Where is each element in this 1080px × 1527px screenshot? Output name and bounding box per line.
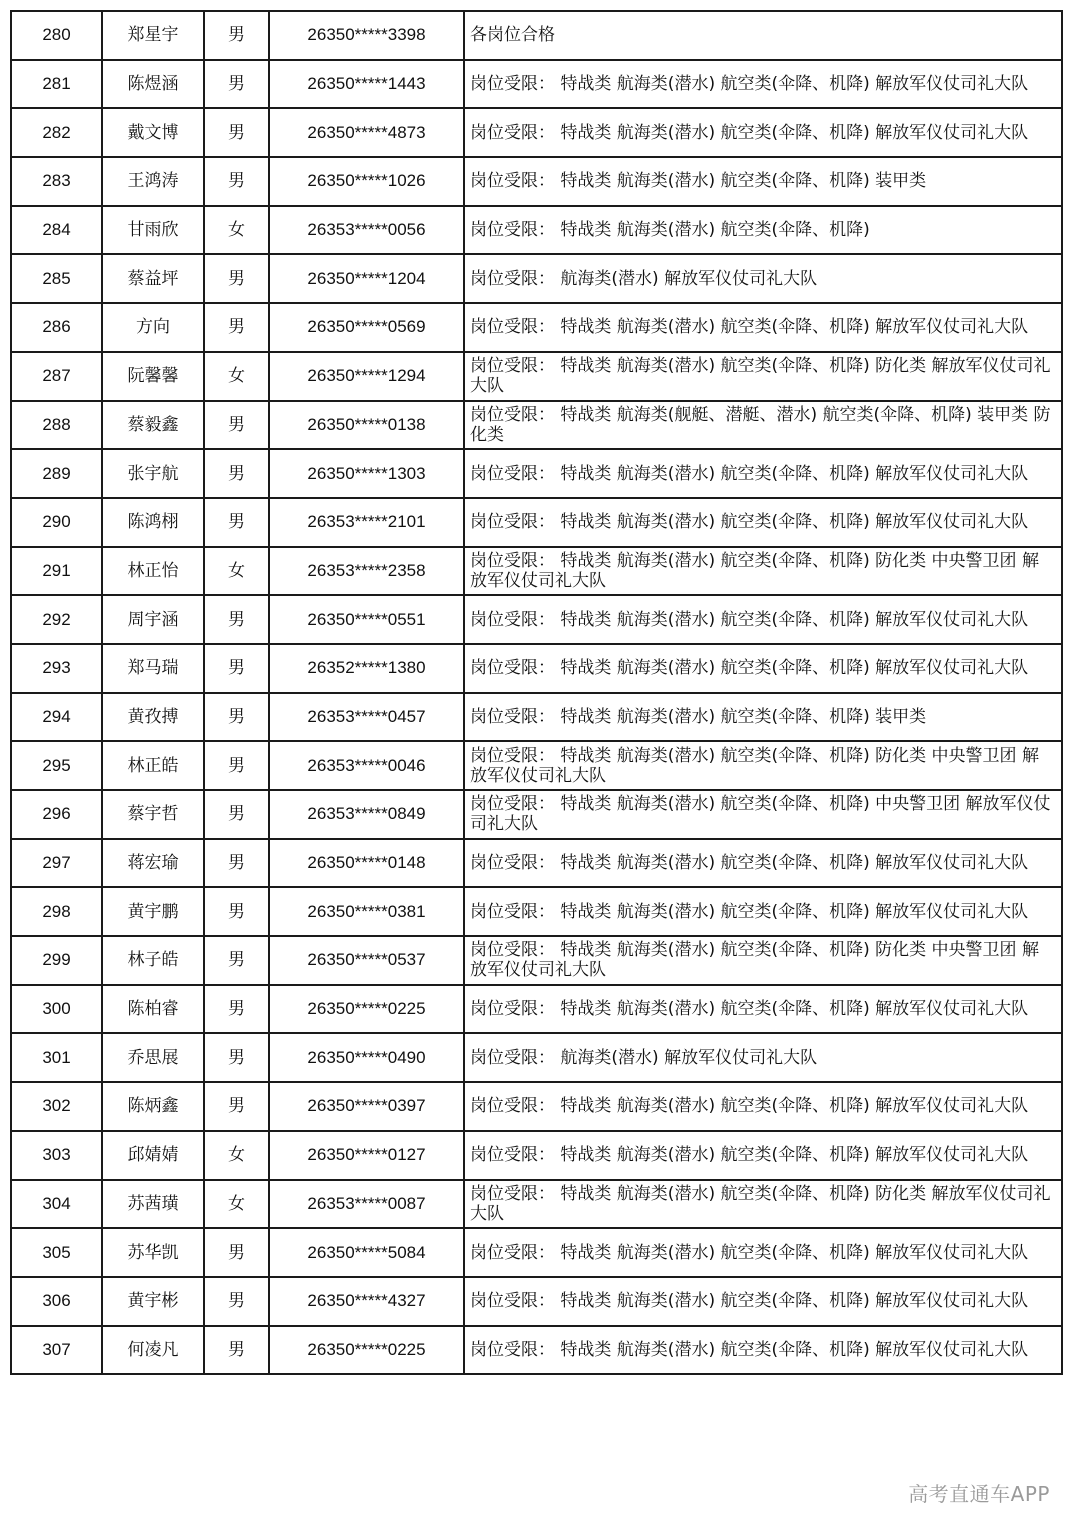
restriction-note-cell: 岗位受限： 特战类 航海类(潜水) 航空类(伞降、机降) 防化类 中央警卫团 解放军仪仗司礼大队	[464, 936, 1062, 985]
row-number-cell: 290	[11, 498, 102, 547]
row-number-cell: 284	[11, 206, 102, 255]
table-row	[11, 449, 1062, 498]
gender-cell: 女	[204, 1131, 269, 1180]
gender-cell: 男	[204, 108, 269, 157]
table-row	[11, 1326, 1062, 1375]
exam-id-cell: 26350*****4873	[269, 108, 464, 157]
exam-id-cell: 26350*****1204	[269, 254, 464, 303]
person-name-cell: 王鸿涛	[102, 157, 204, 206]
table-row	[11, 206, 1062, 255]
gender-cell: 男	[204, 1277, 269, 1326]
restriction-note-cell: 岗位受限： 特战类 航海类(舰艇、潜艇、潜水) 航空类(伞降、机降) 装甲类 防化类	[464, 401, 1062, 450]
gender-cell: 男	[204, 498, 269, 547]
row-number-cell: 292	[11, 595, 102, 644]
exam-id-cell: 26350*****0225	[269, 1326, 464, 1375]
restriction-note-cell: 岗位受限： 特战类 航海类(潜水) 航空类(伞降、机降) 防化类 解放军仪仗司礼大队	[464, 1180, 1062, 1229]
gender-cell: 女	[204, 547, 269, 596]
restriction-note-cell: 岗位受限： 特战类 航海类(潜水) 航空类(伞降、机降) 解放军仪仗司礼大队	[464, 60, 1062, 109]
row-number-cell: 280	[11, 11, 102, 60]
person-name-cell: 黄宇鹏	[102, 887, 204, 936]
gender-cell: 男	[204, 303, 269, 352]
gender-cell: 女	[204, 352, 269, 401]
gender-cell: 男	[204, 936, 269, 985]
exam-id-cell: 26350*****1294	[269, 352, 464, 401]
exam-id-cell: 26353*****0046	[269, 741, 464, 790]
table-row	[11, 352, 1062, 401]
person-name-cell: 郑马瑞	[102, 644, 204, 693]
person-name-cell: 何凌凡	[102, 1326, 204, 1375]
person-name-cell: 蔡宇哲	[102, 790, 204, 839]
table-row	[11, 1180, 1062, 1229]
gender-cell: 男	[204, 1033, 269, 1082]
person-name-cell: 陈柏睿	[102, 985, 204, 1034]
gender-cell: 男	[204, 1082, 269, 1131]
row-number-cell: 289	[11, 449, 102, 498]
gender-cell: 女	[204, 1180, 269, 1229]
gender-cell: 男	[204, 1326, 269, 1375]
person-name-cell: 陈鸿栩	[102, 498, 204, 547]
gender-cell: 男	[204, 887, 269, 936]
table-row	[11, 839, 1062, 888]
exam-id-cell: 26353*****0457	[269, 693, 464, 742]
exam-id-cell: 26352*****1380	[269, 644, 464, 693]
person-name-cell: 蔡益坪	[102, 254, 204, 303]
restriction-note-cell: 岗位受限： 特战类 航海类(潜水) 航空类(伞降、机降) 装甲类	[464, 157, 1062, 206]
person-name-cell: 林正怡	[102, 547, 204, 596]
gender-cell: 男	[204, 60, 269, 109]
restriction-note-cell: 岗位受限： 特战类 航海类(潜水) 航空类(伞降、机降) 解放军仪仗司礼大队	[464, 887, 1062, 936]
table-row	[11, 60, 1062, 109]
person-name-cell: 蔡毅鑫	[102, 401, 204, 450]
table-row	[11, 790, 1062, 839]
table-row	[11, 254, 1062, 303]
gender-cell: 女	[204, 206, 269, 255]
row-number-cell: 302	[11, 1082, 102, 1131]
row-number-cell: 282	[11, 108, 102, 157]
restriction-note-cell: 岗位受限： 特战类 航海类(潜水) 航空类(伞降、机降) 解放军仪仗司礼大队	[464, 1131, 1062, 1180]
exam-id-cell: 26350*****3398	[269, 11, 464, 60]
table-row	[11, 693, 1062, 742]
person-name-cell: 邱婧婧	[102, 1131, 204, 1180]
watermark-text: 高考直通车APP	[908, 1482, 1050, 1506]
table-row	[11, 595, 1062, 644]
row-number-cell: 307	[11, 1326, 102, 1375]
restriction-note-cell: 岗位受限： 特战类 航海类(潜水) 航空类(伞降、机降) 解放军仪仗司礼大队	[464, 595, 1062, 644]
table-row	[11, 157, 1062, 206]
gender-cell: 男	[204, 449, 269, 498]
exam-id-cell: 26350*****0138	[269, 401, 464, 450]
person-name-cell: 方向	[102, 303, 204, 352]
restriction-note-cell: 岗位受限： 特战类 航海类(潜水) 航空类(伞降、机降)	[464, 206, 1062, 255]
restriction-note-cell: 岗位受限： 特战类 航海类(潜水) 航空类(伞降、机降) 解放军仪仗司礼大队	[464, 839, 1062, 888]
table-row	[11, 1131, 1062, 1180]
gender-cell: 男	[204, 985, 269, 1034]
gender-cell: 男	[204, 693, 269, 742]
results-table	[10, 10, 1063, 1375]
row-number-cell: 299	[11, 936, 102, 985]
person-name-cell: 周宇涵	[102, 595, 204, 644]
exam-id-cell: 26353*****0849	[269, 790, 464, 839]
exam-id-cell: 26353*****0087	[269, 1180, 464, 1229]
restriction-note-cell: 岗位受限： 特战类 航海类(潜水) 航空类(伞降、机降) 解放军仪仗司礼大队	[464, 449, 1062, 498]
restriction-note-cell: 岗位受限： 特战类 航海类(潜水) 航空类(伞降、机降) 防化类 中央警卫团 解放军仪仗司礼大队	[464, 741, 1062, 790]
restriction-note-cell: 岗位受限： 特战类 航海类(潜水) 航空类(伞降、机降) 解放军仪仗司礼大队	[464, 1082, 1062, 1131]
results-table-body	[11, 11, 1062, 1374]
person-name-cell: 黄孜搏	[102, 693, 204, 742]
person-name-cell: 苏茜璜	[102, 1180, 204, 1229]
person-name-cell: 甘雨欣	[102, 206, 204, 255]
person-name-cell: 郑星宇	[102, 11, 204, 60]
row-number-cell: 285	[11, 254, 102, 303]
table-row	[11, 303, 1062, 352]
restriction-note-cell: 岗位受限： 特战类 航海类(潜水) 航空类(伞降、机降) 装甲类	[464, 693, 1062, 742]
row-number-cell: 301	[11, 1033, 102, 1082]
person-name-cell: 戴文博	[102, 108, 204, 157]
table-row	[11, 1277, 1062, 1326]
table-row	[11, 108, 1062, 157]
table-row	[11, 401, 1062, 450]
gender-cell: 男	[204, 254, 269, 303]
exam-id-cell: 26350*****0148	[269, 839, 464, 888]
person-name-cell: 张宇航	[102, 449, 204, 498]
restriction-note-cell: 岗位受限： 特战类 航海类(潜水) 航空类(伞降、机降) 中央警卫团 解放军仪仗司礼大队	[464, 790, 1062, 839]
exam-id-cell: 26350*****1443	[269, 60, 464, 109]
restriction-note-cell: 岗位受限： 特战类 航海类(潜水) 航空类(伞降、机降) 解放军仪仗司礼大队	[464, 985, 1062, 1034]
row-number-cell: 291	[11, 547, 102, 596]
row-number-cell: 305	[11, 1228, 102, 1277]
row-number-cell: 300	[11, 985, 102, 1034]
gender-cell: 男	[204, 839, 269, 888]
exam-id-cell: 26350*****0569	[269, 303, 464, 352]
restriction-note-cell: 岗位受限： 特战类 航海类(潜水) 航空类(伞降、机降) 防化类 中央警卫团 解放军仪仗司礼大队	[464, 547, 1062, 596]
row-number-cell: 281	[11, 60, 102, 109]
row-number-cell: 287	[11, 352, 102, 401]
person-name-cell: 陈炳鑫	[102, 1082, 204, 1131]
gender-cell: 男	[204, 790, 269, 839]
person-name-cell: 林子皓	[102, 936, 204, 985]
exam-id-cell: 26350*****5084	[269, 1228, 464, 1277]
person-name-cell: 乔思展	[102, 1033, 204, 1082]
table-row	[11, 887, 1062, 936]
table-row	[11, 11, 1062, 60]
table-row	[11, 741, 1062, 790]
restriction-note-cell: 岗位受限： 航海类(潜水) 解放军仪仗司礼大队	[464, 1033, 1062, 1082]
row-number-cell: 295	[11, 741, 102, 790]
row-number-cell: 288	[11, 401, 102, 450]
gender-cell: 男	[204, 595, 269, 644]
restriction-note-cell: 岗位受限： 特战类 航海类(潜水) 航空类(伞降、机降) 解放军仪仗司礼大队	[464, 108, 1062, 157]
person-name-cell: 苏华凯	[102, 1228, 204, 1277]
person-name-cell: 黄宇彬	[102, 1277, 204, 1326]
exam-id-cell: 26353*****0056	[269, 206, 464, 255]
exam-id-cell: 26350*****1303	[269, 449, 464, 498]
restriction-note-cell: 岗位受限： 特战类 航海类(潜水) 航空类(伞降、机降) 解放军仪仗司礼大队	[464, 303, 1062, 352]
person-name-cell: 陈煜涵	[102, 60, 204, 109]
exam-id-cell: 26353*****2101	[269, 498, 464, 547]
table-row	[11, 1033, 1062, 1082]
exam-id-cell: 26350*****0127	[269, 1131, 464, 1180]
person-name-cell: 林正皓	[102, 741, 204, 790]
gender-cell: 男	[204, 401, 269, 450]
table-row	[11, 644, 1062, 693]
table-row	[11, 985, 1062, 1034]
table-row	[11, 1228, 1062, 1277]
exam-id-cell: 26350*****1026	[269, 157, 464, 206]
person-name-cell: 蒋宏瑜	[102, 839, 204, 888]
table-row	[11, 498, 1062, 547]
row-number-cell: 293	[11, 644, 102, 693]
exam-id-cell: 26350*****0397	[269, 1082, 464, 1131]
exam-id-cell: 26350*****0225	[269, 985, 464, 1034]
row-number-cell: 296	[11, 790, 102, 839]
table-row	[11, 936, 1062, 985]
table-row	[11, 1082, 1062, 1131]
gender-cell: 男	[204, 11, 269, 60]
person-name-cell: 阮馨馨	[102, 352, 204, 401]
exam-id-cell: 26350*****0381	[269, 887, 464, 936]
restriction-note-cell: 岗位受限： 特战类 航海类(潜水) 航空类(伞降、机降) 解放军仪仗司礼大队	[464, 644, 1062, 693]
row-number-cell: 283	[11, 157, 102, 206]
row-number-cell: 304	[11, 1180, 102, 1229]
row-number-cell: 286	[11, 303, 102, 352]
row-number-cell: 297	[11, 839, 102, 888]
gender-cell: 男	[204, 644, 269, 693]
restriction-note-cell: 岗位受限： 特战类 航海类(潜水) 航空类(伞降、机降) 解放军仪仗司礼大队	[464, 1326, 1062, 1375]
restriction-note-cell: 岗位受限： 特战类 航海类(潜水) 航空类(伞降、机降) 解放军仪仗司礼大队	[464, 1277, 1062, 1326]
gender-cell: 男	[204, 1228, 269, 1277]
restriction-note-cell: 岗位受限： 特战类 航海类(潜水) 航空类(伞降、机降) 解放军仪仗司礼大队	[464, 498, 1062, 547]
exam-id-cell: 26350*****4327	[269, 1277, 464, 1326]
restriction-note-cell: 岗位受限： 特战类 航海类(潜水) 航空类(伞降、机降) 防化类 解放军仪仗司礼大队	[464, 352, 1062, 401]
gender-cell: 男	[204, 157, 269, 206]
row-number-cell: 294	[11, 693, 102, 742]
exam-id-cell: 26350*****0551	[269, 595, 464, 644]
restriction-note-cell: 岗位受限： 航海类(潜水) 解放军仪仗司礼大队	[464, 254, 1062, 303]
gender-cell: 男	[204, 741, 269, 790]
row-number-cell: 306	[11, 1277, 102, 1326]
row-number-cell: 298	[11, 887, 102, 936]
row-number-cell: 303	[11, 1131, 102, 1180]
restriction-note-cell: 各岗位合格	[464, 11, 1062, 60]
exam-id-cell: 26353*****2358	[269, 547, 464, 596]
exam-id-cell: 26350*****0537	[269, 936, 464, 985]
restriction-note-cell: 岗位受限： 特战类 航海类(潜水) 航空类(伞降、机降) 解放军仪仗司礼大队	[464, 1228, 1062, 1277]
exam-id-cell: 26350*****0490	[269, 1033, 464, 1082]
table-row	[11, 547, 1062, 596]
